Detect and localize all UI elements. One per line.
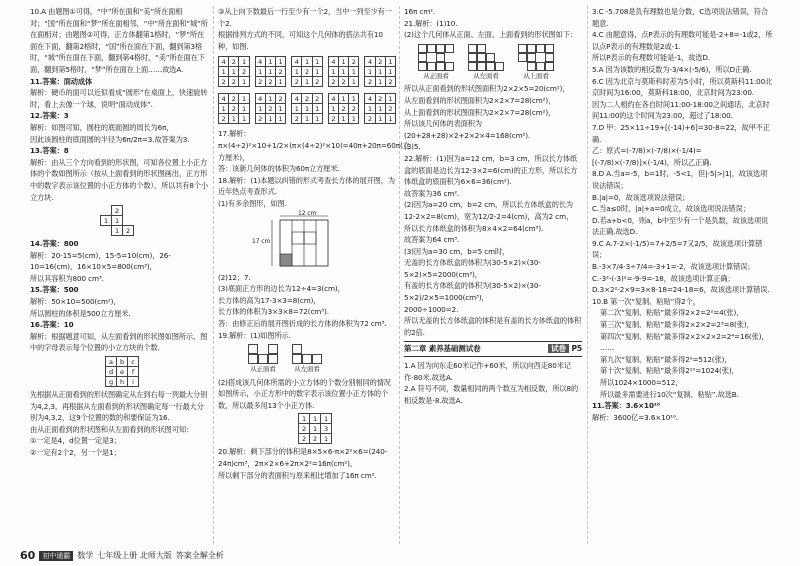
grid-cell: f [128,367,139,377]
answer-ch2-8c: C.当a≤0时，|a|+a=0成立，故该选项说法错误； [592,204,750,214]
answer-ch2-10f: 第九次“复制、粘贴”最多得2⁹=512(张)， [600,354,732,364]
grid-cell: 1 [112,216,123,226]
grid-cell: 1 [112,226,123,236]
footer-edition: 七年级上册 北师大版 [97,551,172,560]
answer-ch2-10b: 第二次“复制、粘贴”最多得2×2=2²=4(张)， [600,308,744,318]
net-figure [252,209,396,272]
answer-ch2-2: 2.A 符号不同，数量相同的两个数互为相反数，所以8的相反数是-8.故选A. [404,384,579,405]
height-label: 17 cm [252,237,271,245]
answer-ch2-9: 9.C A.7-2×(-1/5)=7+2/5=7又2/5，故该选项计算错误； [592,238,763,260]
answer-ch2-9c: C.-3²-(-3)²=-9-9=-18，故该选项计算正确； [592,273,735,283]
answer-12: 12.答案：3 [30,111,69,121]
grid-cell: 2 [299,424,310,434]
explanation-21d: 从上面看到的形状图面积为2×2×7=28(cm²)， [404,107,556,117]
explanation-22g: 有盖的长方体纸盒的体积为(30-5×2)×(30-5×2)/2×5=1000(cm³)， [404,281,541,303]
explanation-13: 解析：由从三个方向看到的形状图，可知各位置上小正方体的个数如图所示（按从上面看到的形状图画出，正方形中的数字表示该位置的小正方体的个数），所以共有8个小立方块. [30,157,209,202]
column-divider [213,6,214,544]
grid-cell: 2 [112,206,123,216]
grid-cell: 3 [321,424,332,434]
grid-cell: g [106,377,117,387]
explanation-16f: ③从上向下数最后一行至少有一个2，当中一列至少有一个2. [218,7,392,28]
explanation-18a: (1)有多余图形，如图. [218,198,287,208]
answer-ch2-4: 4.C 由题意得，点P表示的有理数可能是-2+8=-1或2，所以点P表示的有理数是2或-1. [592,30,773,51]
answer-ch2-5: 5.A 因为该数的相反数为-3/4×(-5/6)，所以D正确. [592,64,752,74]
grid-cell [123,206,134,216]
answer-ch2-6: 6.C 因为北京与莫斯科时差为5小时，所以莫斯科11:00北京时间为16:00，莫斯科18:00，北京时间为23:00. [592,76,773,98]
answer-16: 16.答案：10 [30,320,74,330]
explanation-22i: 所以无盖的长方体纸盒的体积是有盖的长方体纸盒的体积的2倍. [404,316,582,337]
explanation-20: 20.解析：剩下部分的体积是8×5×6-π×2²×6=(240-24π)cm³，2π×2×6+2π×2²=16π(cm²)， [218,447,388,469]
arrangement-grid: 4 1 1 1 1 2 2 2 1 [255,56,287,87]
grid-cell: 1 [310,424,321,434]
front-view-21 [418,44,454,83]
answer-ch2-8d: D.若a+b<0，则a，b中至少有一个是负数，故该选项说法正确.故选D. [592,215,769,237]
column-1 [30,6,210,459]
explanation-17: 17.解析：π×(4÷2)²×10+1/2×(π×(4÷2)²×10)=40π+20π=60π(立方厘米)， [218,129,410,162]
page-number: 60 [20,549,36,562]
width-label: 12 cm [298,209,317,217]
explanation-18: 18.解析：(1)本题以纠错的形式考查长方体的展开图，为近年热点考查形式. [218,175,395,197]
grid-cell: 1 [310,414,321,424]
caption-left: 从左面看 [473,71,499,80]
grid-cell: h [117,377,128,387]
arrangement-grid: 4 1 1 1 2 1 2 1 2 [291,56,323,87]
explanation-16b: 先根据从正面看到的形状图确定从左到右每一列最大分别为4,2,3，再根据从左面看到的形状图确定每一行最大分别为4,3,2，这9个位置的数的和要保证为16. [30,390,208,423]
answer-ch2-8: 8.D A.当a=-5，b=1时，-5<1，但|-5|>|1|，故该选项说法错误； [592,169,768,190]
explanation-22d: 故答案为64 cm³. [404,235,460,245]
explanation-16: 解析：根据题意可知，从左面看到的形状图如图所示，图中的字母表示每个位置的小立方块的个数. [30,331,208,353]
answer-ch2-3: 3.C -5.708是负有理数也是分数，C选项说法错误，符合题意. [592,7,768,28]
column-divider [587,6,588,544]
arrangement-grid: 4 2 1 1 1 2 2 1 1 [364,93,396,124]
explanation-15b: 所以圆柱的体积是500立方厘米. [30,308,131,318]
answer-ch2-6b: 因为二人相约在各自时间11:00-18:00之间通话，北京时间11:00的这个时间为23:00，超过了18:00. [592,99,770,121]
grid-cell: e [117,367,128,377]
grid-cell: b [117,357,128,367]
views-figure [248,344,396,376]
front-view [248,344,278,376]
grid-cell [101,206,112,216]
count-grid-13 [100,205,134,236]
answer-ch2-10: 10.B 第一次“复制、粘贴”得2个， [592,296,700,306]
explanation-16g: 根据排列方式的不同，可知这个几何体的搭法共有10种，如图. [218,30,383,51]
answer-15: 15.答案：500 [30,285,79,295]
grid-cell: d [106,367,117,377]
grid-cell: a [106,357,117,367]
letter-grid-16 [105,356,139,387]
answer-ch2-10c: 第三次“复制、粘贴”最多得2×2×2=2³=8(张)， [600,320,754,330]
answer-ch2-7b: 乙：原式=(-7/8)×(-7/8)×(-1/4)=[(-7/8)×(-7/8)]×(-1/4)，所以乙正确. [592,146,712,167]
column-divider [399,6,400,544]
explanation-16e: ②一定有2个2，另一个是1； [30,448,121,457]
grid-cell: 2 [123,226,134,236]
answer-13: 13.答案：8 [30,146,69,156]
explanation-14b: 所以其容积为800 cm³. [30,273,104,283]
count-grid-19 [298,413,332,444]
column-4 [592,6,774,423]
answer-ch2-10i: 所以最多需要进行10次“复制、粘贴”.故选B. [600,389,739,399]
explanation-18f: 答：由修正后的展开图折成的长方体的体积为72 cm³. [218,318,387,328]
column-3 [404,6,582,406]
arrangement-grids [218,54,396,89]
arrangement-grid: 4 2 1 1 1 2 2 2 1 [218,56,250,87]
explanation-22f: 无盖的长方体纸盒的体积为(30-5×2)×(30-5×2)×5=2000(cm³)， [404,258,541,279]
arrangement-grid: 4 2 1 1 1 1 2 1 2 [364,56,396,87]
explanation-16c: 由从正面看到的形状图和从左面看到的形状图可知： [30,424,194,434]
grid-cell [101,226,112,236]
explanation-22b: (2)因为a=20 cm，b=2 cm，所以长方体纸盒的长为12-2×2=8(cm)，宽为12/2-2=4(cm)，高为2 cm， [404,200,574,221]
caption-front: 从正面看 [423,71,449,80]
explanation-22: 22.解析：(1)因为a=12 cm，b=3 cm，所以长方体纸盒的底面是边长为12-3×2=6(cm)的正方形，所以长方体纸盒的底面积为6×6=36(cm²). [404,153,578,187]
grid-cell: 1 [101,216,112,226]
left-view-21 [468,44,504,83]
caption-top: 从上面看 [523,71,549,80]
arrangement-grids [218,91,396,126]
explanation-17b: 答：该新几何体的体积为60π立方厘米. [218,164,340,174]
explanation-12: 解析：如图可知，圆柱的底面圆的周长为6π， [30,122,174,132]
explanation-ch2-11: 解析：3600亿=3.6×10¹⁰. [592,412,678,422]
answer-ch2-9d: D.3×2²-2×9=3×8-18=24-18=6，故该选项计算错误. [592,285,770,295]
answer-ch2-8b: B.|a|=0，故该选项说法错误； [592,192,690,202]
explanation-19: 19.解析：(1)如图所示. [218,330,291,340]
arrangement-grid: 4 2 1 1 2 1 2 1 1 [218,93,250,124]
explanation-19b: (2)搭成该几何体所需的小立方体的个数分别相同的情况如图所示，小正方形中的数字表示该位置小正方体的个数，所以最多用13个小正方体. [218,377,391,410]
caption-left: 从左面看 [294,365,320,374]
explanation-21f: (3)5. [404,142,421,152]
explanation-21c: 从左面看到的形状图面积为2×2×7=28(cm²)， [404,95,556,105]
answer-ch2-10e: …… [600,343,615,353]
explanation-21b: 所以从正面看到的形状图面积为2×2×5=20(cm²)， [404,84,570,94]
answer-ch2-10g: 第十次“复制、粘贴”最多得2¹⁰=1024(张)， [600,366,739,376]
grid-cell: 1 [321,414,332,424]
answer-ch2-10h: 所以1024×1000=512， [600,378,683,387]
brand-logo: 初中通霸 [39,551,73,561]
explanation-20c: 16π cm². [404,7,436,16]
explanation-14: 解析：20-15=5(cm)，15-5=10(cm)，26-10=16(cm)，16×10×5=800(cm³)， [30,250,171,272]
explanation-21a: (2)这个几何体从正面、左面、上面看到的形状图如下： [404,30,577,40]
explanation-16d: ①一定是4，d位置一定是3； [30,436,121,446]
answer-10: 10.A 由题图①可得，“中”所在面和“美”所在面相对；“国”所在面和“梦”所在面相邻，“中”所在面和“城”所在面相对；由题图②可得，正方体翻第1格时，“梦”所在面在下面，翻第2格时，“国”所在面在下面，翻到第3格时，“城”所在面在下面，翻到第4格时，“美”所在面在下面，翻到第5格时，“梦”所在面在上面……故选A. [30,7,208,74]
section-title: 第二章 素养基础测试卷 [404,344,481,354]
arrangement-grid: 4 1 2 1 2 1 2 1 1 [255,93,287,124]
explanation-12b: 因此该圆柱的底面圆的半径为6π/2π=3.故答案为3. [30,134,190,144]
answer-ch2-7: 7.D 甲：25×11÷19+[(-14)+6]=30-8=22，故甲不正确. [592,122,770,144]
footer-book: 答案全解全析 [175,551,224,560]
section-tag: 试卷 [548,344,569,353]
explanation-22h: 2000÷1000=2. [404,304,459,314]
arrangement-grid: 4 1 1 1 2 2 2 1 1 [328,93,360,124]
answer-ch2-10d: 第四次“复制、粘贴”最多得2×2×2×2=2⁴=16(张)， [600,331,769,341]
caption-front: 从正面看 [250,365,276,374]
explanation-21: 21.解析：(1)10. [404,18,458,28]
explanation-21e: 所以该几何体的表面积为(20+28+28)×2+2×2×4=168(cm²). [404,119,531,140]
answer-14: 14.答案：800 [30,239,79,249]
answer-ch2-4b: 所以P表示的有理数可能是-1，故选D. [592,53,711,63]
top-view-21 [518,44,554,83]
explanation-22a: 故答案为36 cm². [404,188,460,198]
explanation-11: 解析：硬币的面可以近似看成“圆形”在桌面上，快速旋转时，看上去像一个球，说明“面动成体”. [30,88,208,109]
explanation-18d: 长方体的高为17-3×3=8(cm)， [218,295,321,305]
arrangement-grid: 4 2 2 1 1 1 2 1 1 [291,93,323,124]
grid-cell: c [128,357,139,367]
grid-cell: i [128,377,139,387]
grid-cell: 1 [321,434,332,444]
section-page: P5 [571,344,582,354]
three-views-figure [418,44,582,83]
explanation-22e: (3)因为a=30 cm，b=5 cm时， [404,246,510,256]
answer-11: 11.答案：面动成体 [30,76,93,86]
grid-cell [123,216,134,226]
answer-ch2-11: 11.答案：3.6×10¹⁰ [592,401,660,411]
grid-cell: 1 [299,414,310,424]
grid-cell: 2 [299,434,310,444]
answer-ch2-1: 1.A 因为向东走60米记作+60米，所以向西走80米记作-80米.故选A. [404,361,571,382]
explanation-18e: 长方体的体积为3×3×8=72(cm³). [218,307,329,317]
column-2 [218,6,410,481]
left-view [292,344,322,376]
section-header [404,341,582,357]
explanation-20b: 所以剩下部分的表面积与原来相比增加了16π cm². [218,470,377,480]
explanation-15: 解析：50×10=500(cm²)， [30,297,121,307]
answer-ch2-9b: B.-3×7/4-3÷7/4=-3+1=-2，故该选项计算错误； [592,262,755,272]
footer-subject: 数学 [77,551,94,560]
grid-cell: 2 [310,434,321,444]
arrangement-grid: 4 1 2 1 1 1 2 2 1 [328,56,360,87]
explanation-18c: (3)底面正方形的边长为12÷4=3(cm)， [218,284,345,294]
page-footer [20,549,224,562]
explanation-18b: (2)12；7. [218,272,251,282]
explanation-22c: 所以长方体纸盒的体积为8×4×2=64(cm³). [404,223,544,233]
